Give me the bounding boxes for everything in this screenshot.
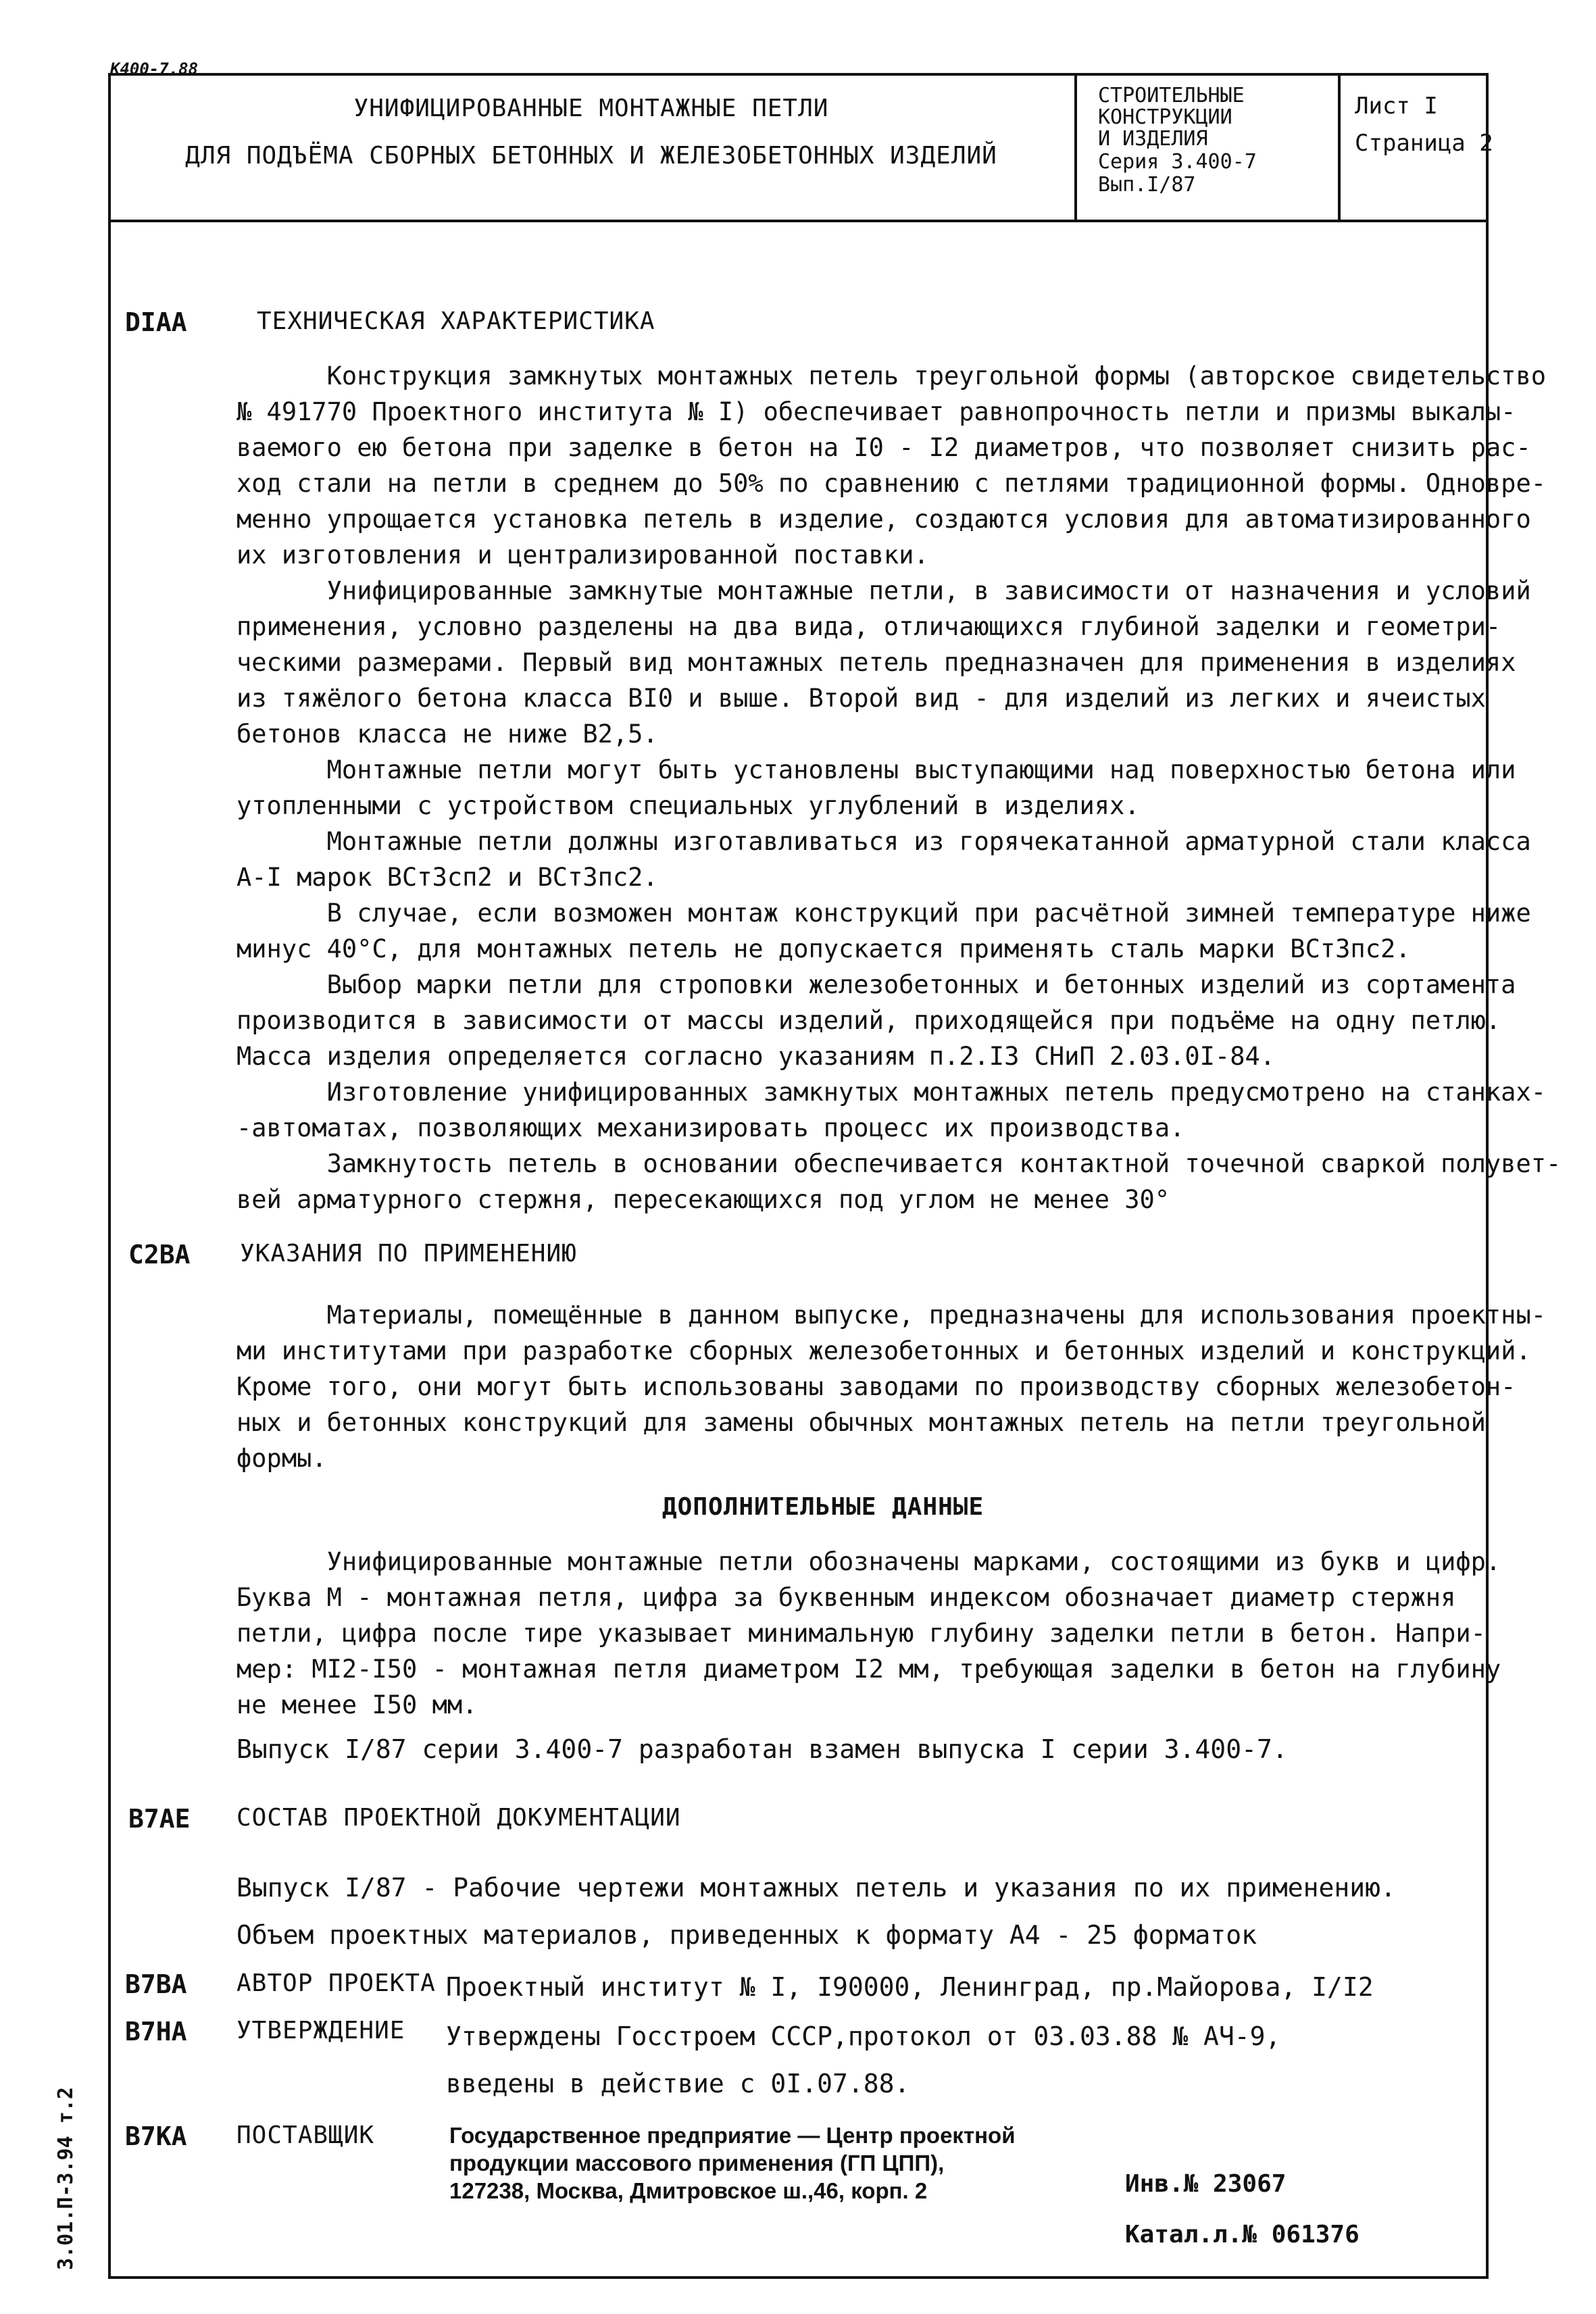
- approval-line-1: Утверждены Госстроем СССР,протокол от 03.03.88 № АЧ-9,: [446, 2021, 1281, 2051]
- author-label: АВТОР ПРОЕКТА: [236, 1969, 436, 1997]
- header-group-line-2: КОНСТРУКЦИИ: [1098, 105, 1232, 129]
- docs-line-2: Объем проектных материалов, приведенных к формату А4 - 25 форматок: [236, 1920, 1257, 1950]
- tech-line: Унифицированные замкнутые монтажные петли, в зависимости от назначения и условий: [236, 576, 1531, 605]
- tech-line: Замкнутость петель в основании обеспечивается контактной точечной сваркой полувет-: [236, 1149, 1562, 1178]
- extra-line: петли, цифра после тире указывает минимальную глубину заделки петли в бетон. Напри-: [236, 1619, 1486, 1648]
- extra-line: Унифицированные монтажные петли обозначены марками, состоящими из букв и цифр.: [236, 1547, 1501, 1576]
- tech-line: утопленными с устройством специальных углублений в изделиях.: [236, 791, 1140, 820]
- tech-line: Масса изделия определяется согласно указаниям п.2.I3 СНиП 2.03.0I-84.: [236, 1042, 1276, 1071]
- tech-section-code: DIAA: [125, 307, 187, 337]
- tech-line: их изготовления и централизированной поставки.: [236, 540, 929, 570]
- header-issue: Вып.I/87: [1098, 173, 1196, 197]
- author-code: B7BA: [125, 1969, 187, 1999]
- tech-line: вей арматурного стержня, пересекающихся под углом не менее 30°: [236, 1185, 1170, 1214]
- docs-line-1: Выпуск I/87 - Рабочие чертежи монтажных петель и указания по их применению.: [236, 1873, 1396, 1903]
- tech-line: Изготовление унифицированных замкнутых монтажных петель предусмотрено на станках-: [236, 1078, 1547, 1107]
- usage-line: формы.: [236, 1444, 327, 1473]
- supplier-code: B7KA: [125, 2121, 187, 2151]
- tech-section-body: [236, 358, 1562, 1217]
- usage-line: Материалы, помещённые в данном выпуске, предназначены для использования проектны-: [236, 1301, 1547, 1330]
- supplier-label: ПОСТАВЩИК: [236, 2121, 375, 2149]
- tech-line: минус 40°С, для монтажных петель не допускается применять сталь марки ВСт3пс2.: [236, 934, 1411, 963]
- header-divider: [108, 220, 1489, 222]
- inventory-number: Инв.№ 23067: [1125, 2170, 1287, 2198]
- tech-line: ваемого ею бетона при заделке в бетон на I0 - I2 диаметров, что позволяет снизить рас-: [236, 433, 1531, 462]
- tech-line: Выбор марки петли для строповки железобетонных и бетонных изделий из сортамента: [236, 970, 1516, 999]
- tech-line: бетонов класса не ниже B2,5.: [236, 720, 658, 749]
- extra-line: мер: МI2-I50 - монтажная петля диаметром I2 мм, требующая заделки в бетон на глубину: [236, 1655, 1501, 1684]
- supplier-line: Государственное предприятие — Центр проектной: [449, 2123, 1016, 2148]
- usage-section-body: [236, 1297, 1547, 1476]
- header-col-divider-2: [1338, 73, 1341, 222]
- tech-line: Монтажные петли могут быть установлены выступающими над поверхностью бетона или: [236, 755, 1516, 784]
- tech-line: ход стали на петли в среднем до 50% по сравнению с петлями традиционной формы. Одновре-: [236, 469, 1547, 498]
- sheet-number: Лист I: [1355, 93, 1438, 120]
- usage-line: ми институтами при разработке сборных железобетонных и бетонных изделий и конструкций.: [236, 1336, 1531, 1365]
- tech-line: менно упрощается установка петель в изделие, создаются условия для автоматизированного: [236, 505, 1531, 534]
- supplier-line: 127238, Москва, Дмитровское ш.,46, корп. 2: [449, 2178, 928, 2203]
- tech-line: А-I марок ВСт3сп2 и ВСт3пс2.: [236, 863, 658, 892]
- usage-line: Кроме того, они могут быть использованы заводами по производству сборных железобетон-: [236, 1372, 1516, 1401]
- approval-line-2: введены в действие с 0I.07.88.: [446, 2069, 910, 2098]
- tech-line: № 491770 Проектного института № I) обеспечивает равнопрочность петли и призмы выкалы-: [236, 397, 1516, 426]
- supplier-address: [449, 2121, 1016, 2205]
- document-code-label: К400-7.88: [110, 59, 199, 78]
- tech-line: -автоматах, позволяющих механизировать процесс их производства.: [236, 1113, 1185, 1142]
- header-title-line2: ДЛЯ ПОДЪЁМА СБОРНЫХ БЕТОННЫХ И ЖЕЛЕЗОБЕТОННЫХ ИЗДЕЛИЙ: [185, 142, 997, 170]
- header-series: Серия 3.400-7: [1098, 150, 1257, 174]
- header-group-line-3: И ИЗДЕЛИЯ: [1098, 127, 1208, 151]
- usage-line: ных и бетонных конструкций для замены обычных монтажных петель на петли треугольной: [236, 1408, 1486, 1437]
- docs-section-title: СОСТАВ ПРОЕКТНОЙ ДОКУМЕНТАЦИИ: [236, 1804, 681, 1832]
- extra-section-body: [236, 1544, 1501, 1723]
- header-group-line-1: СТРОИТЕЛЬНЫЕ: [1098, 84, 1245, 107]
- tech-line: Конструкция замкнутых монтажных петель треугольной формы (авторское свидетельство: [236, 361, 1547, 391]
- tech-line: применения, условно разделены на два вида, отличающихся глубиной заделки и геометри-: [236, 612, 1501, 641]
- extra-line: не менее I50 мм.: [236, 1690, 478, 1719]
- catalog-number: Катал.л.№ 061376: [1125, 2221, 1360, 2248]
- usage-section-title: УКАЗАНИЯ ПО ПРИМЕНЕНИЮ: [240, 1240, 577, 1267]
- header-col-divider-1: [1074, 73, 1077, 222]
- extra-line: Буква М - монтажная петля, цифра за буквенным индексом обозначает диаметр стержня: [236, 1583, 1456, 1612]
- tech-section-title: ТЕХНИЧЕСКАЯ ХАРАКТЕРИСТИКА: [257, 307, 655, 335]
- tech-line: из тяжёлого бетона класса BI0 и выше. Второй вид - для изделий из легких и ячеистых: [236, 684, 1486, 713]
- tech-line: Монтажные петли должны изготавливаться из горячекатанной арматурной стали класса: [236, 827, 1531, 856]
- tech-line: ческими размерами. Первый вид монтажных петель предназначен для применения в изделиях: [236, 648, 1516, 677]
- supplier-line: продукции массового применения (ГП ЦПП),: [449, 2150, 945, 2175]
- page-number: Страница 2: [1355, 130, 1493, 157]
- approval-label: УТВЕРЖДЕНИЕ: [236, 2017, 405, 2044]
- usage-section-code: C2BA: [128, 1240, 191, 1269]
- approval-code: B7HA: [125, 2017, 187, 2046]
- extra-section-title: ДОПОЛНИТЕЛЬНЫЕ ДАННЫЕ: [662, 1493, 984, 1521]
- author-text: Проектный институт № I, I90000, Ленинград, пр.Майорова, I/I2: [446, 1972, 1374, 2002]
- docs-section-code: B7AE: [128, 1804, 191, 1834]
- tech-line: производится в зависимости от массы изделий, приходящейся при подъёме на одну петлю.: [236, 1006, 1501, 1035]
- side-label: 3.01.П-3.94 т.2: [54, 2087, 78, 2270]
- extra-note: Выпуск I/87 серии 3.400-7 разработан взамен выпуска I серии 3.400-7.: [236, 1734, 1288, 1764]
- tech-line: В случае, если возможен монтаж конструкций при расчётной зимней температуре ниже: [236, 899, 1531, 928]
- header-title-line1: УНИФИЦИРОВАННЫЕ МОНТАЖНЫЕ ПЕТЛИ: [353, 95, 829, 122]
